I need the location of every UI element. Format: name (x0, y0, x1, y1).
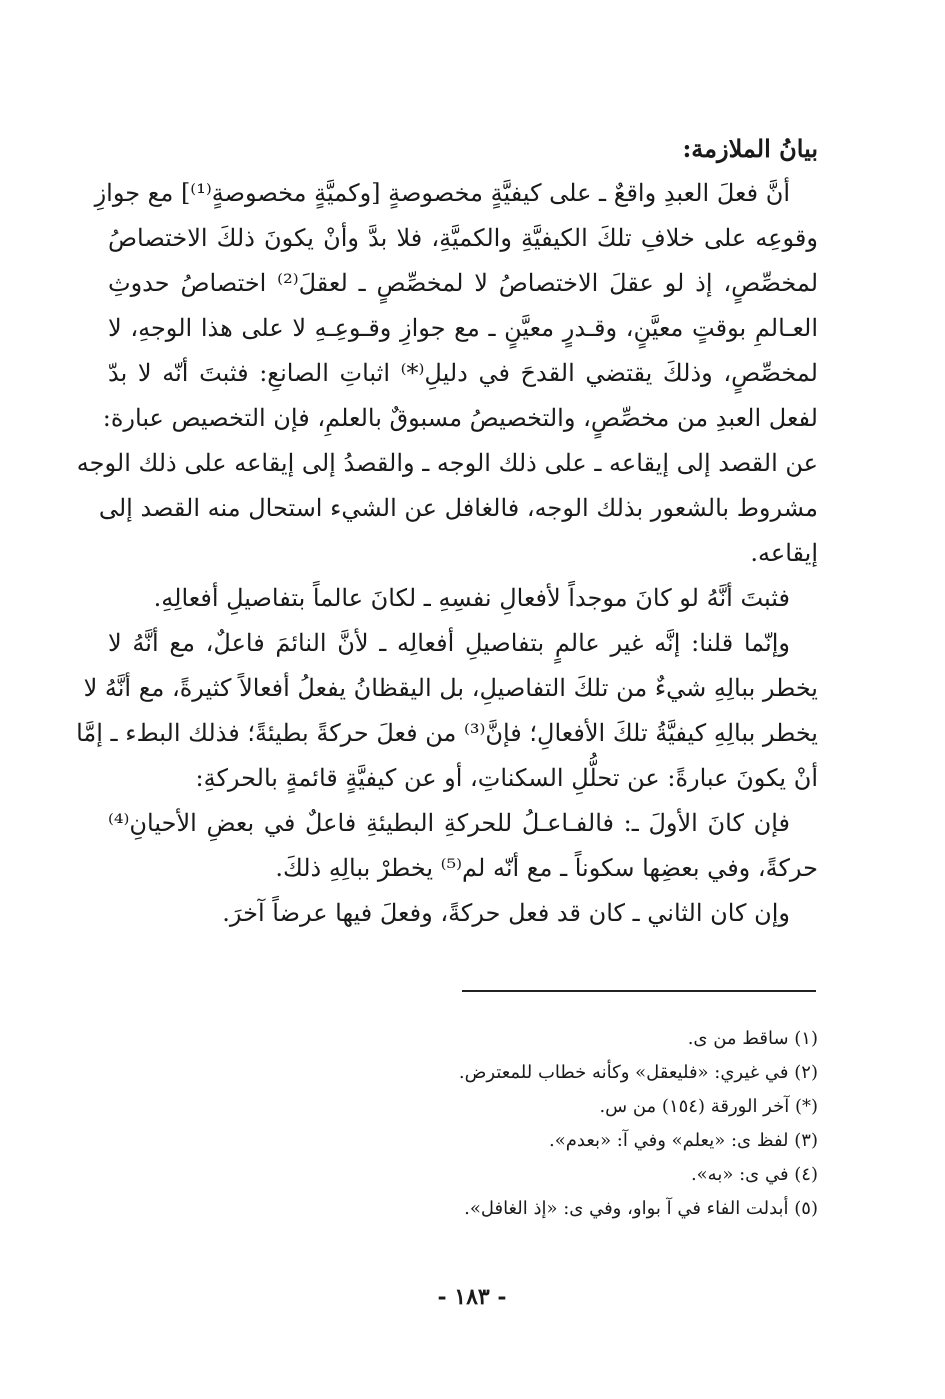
footnote-divider (462, 990, 816, 992)
text-line: فإن كانَ الأولَ ـ: فالفـاعـلُ للحركةِ البطيئةِ فاعلٌ في بعضِ الأحيانِ⁽⁴⁾ (108, 809, 790, 837)
page-number: - ١٨٣ - (437, 1284, 507, 1310)
text-line: إيقاعه. (750, 539, 818, 567)
text-line: يخطر ببالِهِ كيفيَّةُ تلكَ الأفعالِ؛ فإنَّ⁽³⁾ من فعلَ حركةً بطيئةً؛ فذلك البطء ـ إمَّا (76, 719, 818, 747)
text-line: العـالمِ بوقتٍ معيَّنٍ، وقـدرٍ معيَّنٍ ـ مع جوازِ وقـوعِـهِ لا على هذا الوجهِ، لا (108, 314, 818, 342)
text-line: وقوعِه على خلافِ تلكَ الكيفيَّةِ والكميَّةِ، فلا بدَّ وأنْ يكونَ ذلكَ الاختصاصُ (108, 224, 818, 252)
text-line: وإنّما قلنا: إنَّه غير عالمٍ بتفاصيلِ أفعالِه ـ لأنَّ النائمَ فاعلٌ، مع أنَّهُ لا (108, 629, 790, 657)
footnote-item: (٣) لفظ ى: «يعلم» وفي آ: «بعدم». (549, 1130, 818, 1151)
text-line: وإن كان الثاني ـ كان قد فعل حركةً، وفعلَ فيها عرضاً آخرَ. (222, 899, 790, 927)
text-line: لمخصِّصٍ، إذ لو عقلَ الاختصاصُ لا لمخصِّصٍ ـ لعقلَ⁽²⁾ اختصاصُ حدوثِ (108, 269, 819, 297)
footnote-item: (*) آخر الورقة (١٥٤) من س. (599, 1096, 818, 1117)
text-line: أنْ يكونَ عبارةً: عن تحلُّلِ السكناتِ، أو عن كيفيَّةٍ قائمةٍ بالحركةِ: (195, 764, 818, 792)
text-line: لمخصِّصٍ، وذلكَ يقتضي القدحَ في دليلِ⁽*⁾ اثباتِ الصانعِ: فثبتَ أنّه لا بدّ (108, 359, 818, 387)
footnote-item: (٢) في غيري: «فليعقل» وكأنه خطاب للمعترض. (458, 1062, 818, 1083)
text-line: لفعل العبدِ من مخصِّصٍ، والتخصيصُ مسبوقٌ بالعلمِ، فإن التخصيص عبارة: (102, 404, 818, 432)
text-line: عن القصد إلى إيقاعه ـ على ذلك الوجه ـ والقصدُ إلى إيقاعه على ذلك الوجه (76, 449, 818, 477)
footnote-item: (١) ساقط من ى. (687, 1028, 818, 1049)
text-line: يخطر ببالِهِ شيءٌ من تلكَ التفاصيلِ، بل اليقظانُ يفعلُ أفعالاً كثيرةً، مع أنَّهُ لا (83, 674, 818, 702)
text-line: أنَّ فعلَ العبدِ واقعٌ ـ على كيفيَّةٍ مخصوصةٍ [وكميَّةٍ مخصوصةٍ⁽¹⁾] مع جوازِ (94, 179, 790, 207)
text-line: فثبتَ أنَّهُ لو كانَ موجداً لأفعالِ نفسِهِ ـ لكانَ عالماً بتفاصيلِ أفعالِهِ. (153, 584, 790, 612)
text-line: حركةً، وفي بعضِها سكوناً ـ مع أنّه لم⁽⁵⁾ يخطرْ ببالِهِ ذلكَ. (275, 854, 818, 882)
footnote-item: (٥) أبدلت الفاء في آ بواو، وفي ى: «إذ الغافل». (464, 1198, 818, 1219)
text-line: مشروط بالشعور بذلك الوجه، فالغافل عن الشيء استحال منه القصد إلى (98, 494, 818, 522)
footnotes (300, 1022, 818, 1226)
body-paragraphs (76, 171, 819, 936)
section-heading: بيانُ الملازمة: (682, 134, 818, 163)
footnote-item: (٤) في ى: «به». (690, 1164, 818, 1185)
main-text (76, 126, 819, 936)
